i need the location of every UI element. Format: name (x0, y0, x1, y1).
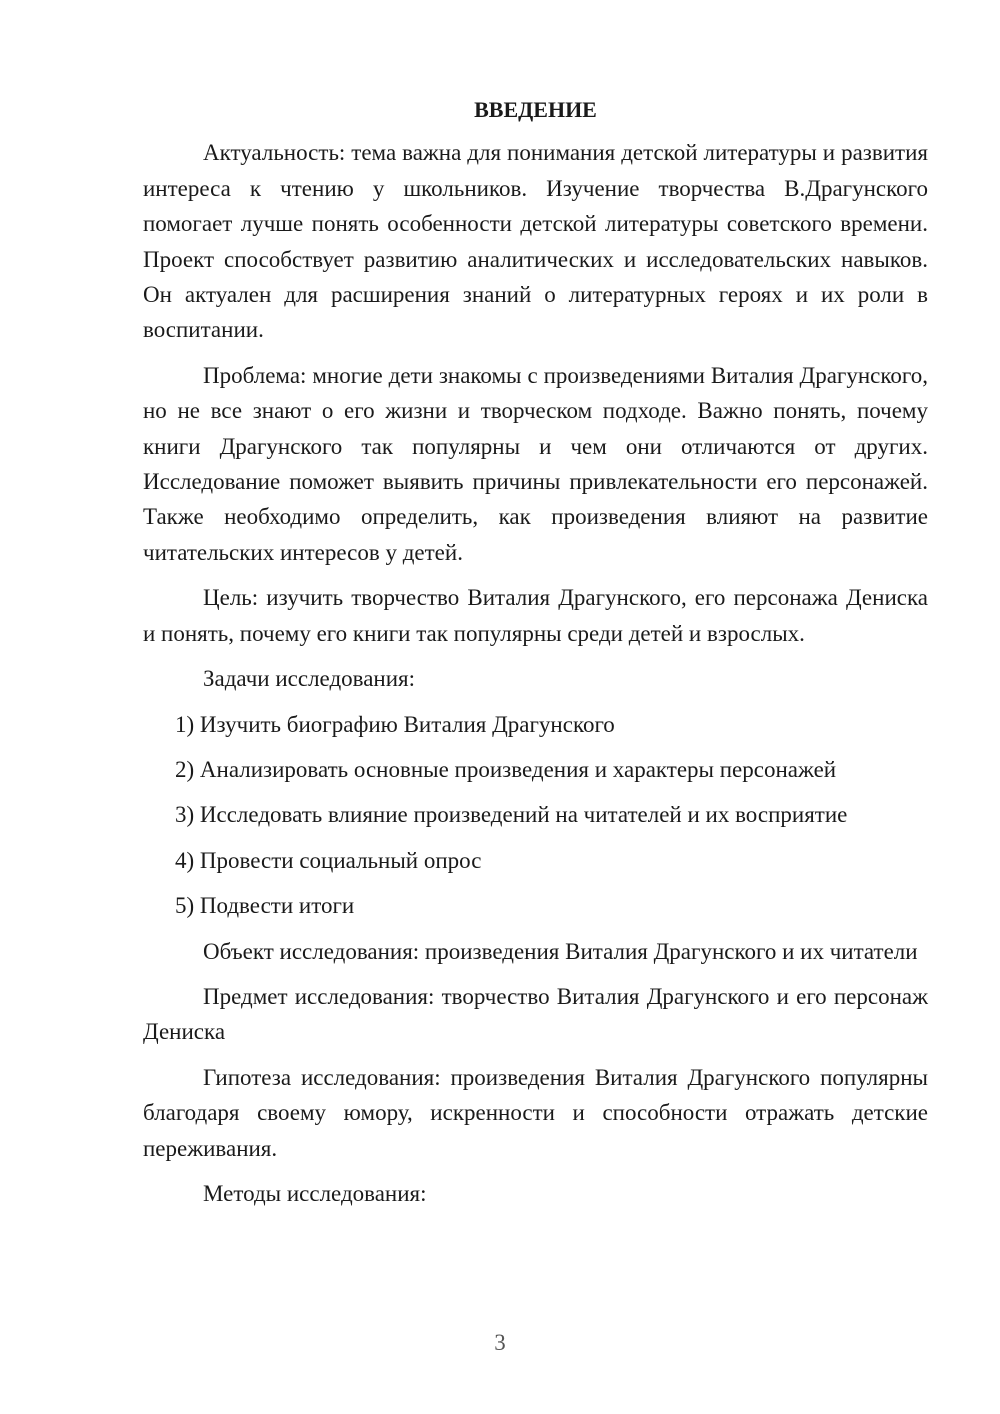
page-content (143, 92, 928, 1221)
paragraph-subject: Предмет исследования: творчество Виталия Драгунского и его персонаж Дениска (143, 983, 928, 1045)
task-item-1: 1) Изучить биографию Виталия Драгунского (175, 711, 615, 737)
task-item-4: 4) Провести социальный опрос (175, 847, 482, 873)
paragraph-methods: Методы исследования: (203, 1180, 427, 1206)
paragraph-goal: Цель: изучить творчество Виталия Драгунского, его персонажа Дениска и понять, почему его книги так популярны среди детей и взрослых. (143, 585, 928, 646)
paragraph-hypothesis: Гипотеза исследования: произведения Виталия Драгунского популярны благодаря своему юмору, искренности и способности отражать детские переживания. (143, 1064, 928, 1161)
task-item-3: 3) Исследовать влияние произведений на читателей и их восприятие (175, 802, 848, 828)
task-item-5: 5) Подвести итоги (175, 893, 355, 919)
task-item-2: 2) Анализировать основные произведения и характеры персонажей (175, 756, 837, 782)
page-number: 3 (494, 1330, 506, 1355)
section-title: ВВЕДЕНИЕ (474, 97, 597, 122)
paragraph-object: Объект исследования: произведения Виталия Драгунского и их читатели (203, 938, 918, 964)
paragraph-relevance: Актуальность: тема важна для понимания детской литературы и развития интереса к чтению у школьников. Изучение творчества В.Драгунского помогает лучше понять особенности детской литературы советского времени. Проект способствует развитию аналитических и исследовательских навыков. Он актуален для расширения знаний о литературных героях и их роли в воспитании. (143, 140, 928, 343)
paragraph-problem: Проблема: многие дети знакомы с произведениями Виталия Драгунского, но не все знают о его жизни и творческом подходе. Важно понять, почему книги Драгунского так популярны и чем они отличаются от других. Исследование поможет выявить причины привлекательности его персонажей. Также необходимо определить, как произведения влияют на развитие читательских интересов у детей. (143, 362, 928, 565)
tasks-heading: Задачи исследования: (203, 666, 416, 692)
